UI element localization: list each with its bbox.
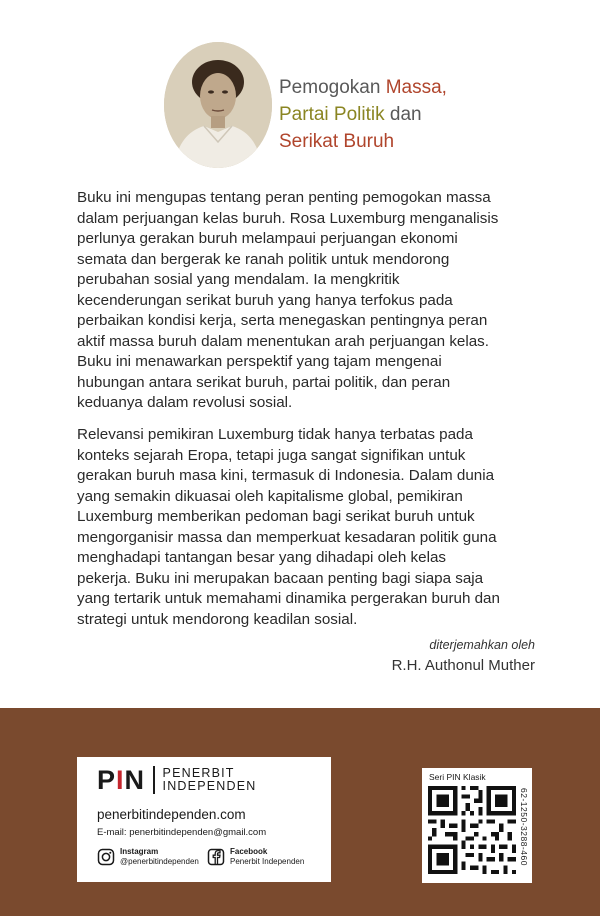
logo-word-independen: INDEPENDEN — [162, 779, 257, 793]
blurb-line: kecenderungan serikat buruh yang hanya terfokus pada — [77, 291, 453, 309]
title-word-dan: dan — [384, 104, 422, 125]
facebook-contact — [207, 847, 304, 867]
blurb-line: perbaikan kondisi kerja, serta menegaskan pentingnya peran — [77, 312, 488, 329]
translator-note: diterjemahkan oleh — [429, 638, 535, 652]
blurb-line: Buku ini menawarkan perspektif yang tajam mengenai — [77, 353, 442, 370]
blurb-paragraph-2 — [77, 425, 547, 630]
series-label: Seri PIN Klasik — [429, 772, 486, 782]
blurb-line: pekerja. Buku ini merupakan bacaan penting bagi siapa saja — [77, 569, 484, 587]
logo-word-penerbit: PENERBIT — [162, 766, 235, 780]
blurb-line: menghadapi tantangan besar yang dihadapi oleh kelas — [77, 549, 447, 566]
blurb-line: konteks sejarah Eropa, tetapi juga sangat signifikan untuk — [77, 446, 466, 464]
title-word-partai-politik: Partai Politik — [279, 104, 385, 125]
instagram-label: Instagram — [120, 847, 159, 856]
blurb-line: perubahan sosial yang mendalam. Ia mengkritik — [77, 271, 400, 288]
blurb-line: dalam perjuangan kelas buruh. Rosa Luxemburg menganalisis — [77, 209, 499, 227]
publisher-info-box — [77, 757, 331, 882]
title-word-pemogokan: Pemogokan — [279, 77, 386, 98]
logo-divider — [153, 766, 155, 794]
blurb-paragraph-1 — [77, 188, 547, 414]
blurb-line: aktif massa buruh dalam menentukan arah perjuangan kelas. — [77, 332, 489, 350]
author-portrait — [164, 42, 272, 168]
blurb-line: mengorganisir massa dan memperkuat kesadaran politik guna — [77, 528, 497, 546]
facebook-icon — [207, 848, 225, 866]
blurb-line: semata dan bergerak ke ranah politik untuk mendorong — [77, 250, 450, 268]
isbn-text: 62-1250-3288-460 — [519, 788, 529, 866]
translator-name: R.H. Authonul Muther — [391, 657, 535, 674]
publisher-logo — [97, 767, 257, 793]
instagram-contact — [97, 847, 199, 867]
blurb-line: Luxemburg memberikan pedoman bagi serikat buruh untuk — [77, 508, 475, 525]
blurb-line: gerakan buruh masa kini, termasuk di Indonesia. Dalam dunia — [77, 467, 495, 484]
instagram-icon — [97, 848, 115, 866]
facebook-handle: Penerbit Independen — [230, 857, 305, 866]
title-word-serikat-buruh: Serikat Buruh — [279, 131, 395, 152]
blurb-line: hubungan antara serikat buruh, partai politik, dan peran — [77, 373, 451, 391]
qr-code — [428, 786, 516, 874]
facebook-label: Facebook — [230, 847, 268, 856]
blurb-line: strategi untuk mendorong keadilan sosial. — [77, 610, 358, 628]
logo-pin-mark: PIN — [97, 765, 146, 795]
title-word-massa: Massa, — [385, 77, 447, 98]
barcode-box — [422, 768, 532, 883]
publisher-email: E-mail: penerbitindependen@gmail.com — [97, 827, 267, 838]
blurb-line: Buku ini mengupas tentang peran penting pemogokan massa — [77, 189, 491, 206]
blurb-line: keduanya dalam revolusi sosial. — [77, 394, 293, 411]
blurb-line: yang semakin dikuasai oleh kapitalisme global, pemikiran — [77, 487, 463, 505]
isbn-number — [518, 788, 530, 876]
blurb-line: Relevansi pemikiran Luxemburg tidak hanya terbatas pada — [77, 426, 473, 443]
publisher-website: penerbitindependen.com — [97, 807, 246, 822]
blurb-line: yang tertarik untuk memahami dinamika pergerakan buruh dan — [77, 590, 500, 607]
logo-wordmark — [163, 767, 257, 793]
blurb-line: perlunya gerakan buruh melampaui perjuangan ekonomi — [77, 230, 458, 247]
book-title — [279, 74, 447, 155]
instagram-handle: @penerbitindependen — [120, 857, 199, 866]
